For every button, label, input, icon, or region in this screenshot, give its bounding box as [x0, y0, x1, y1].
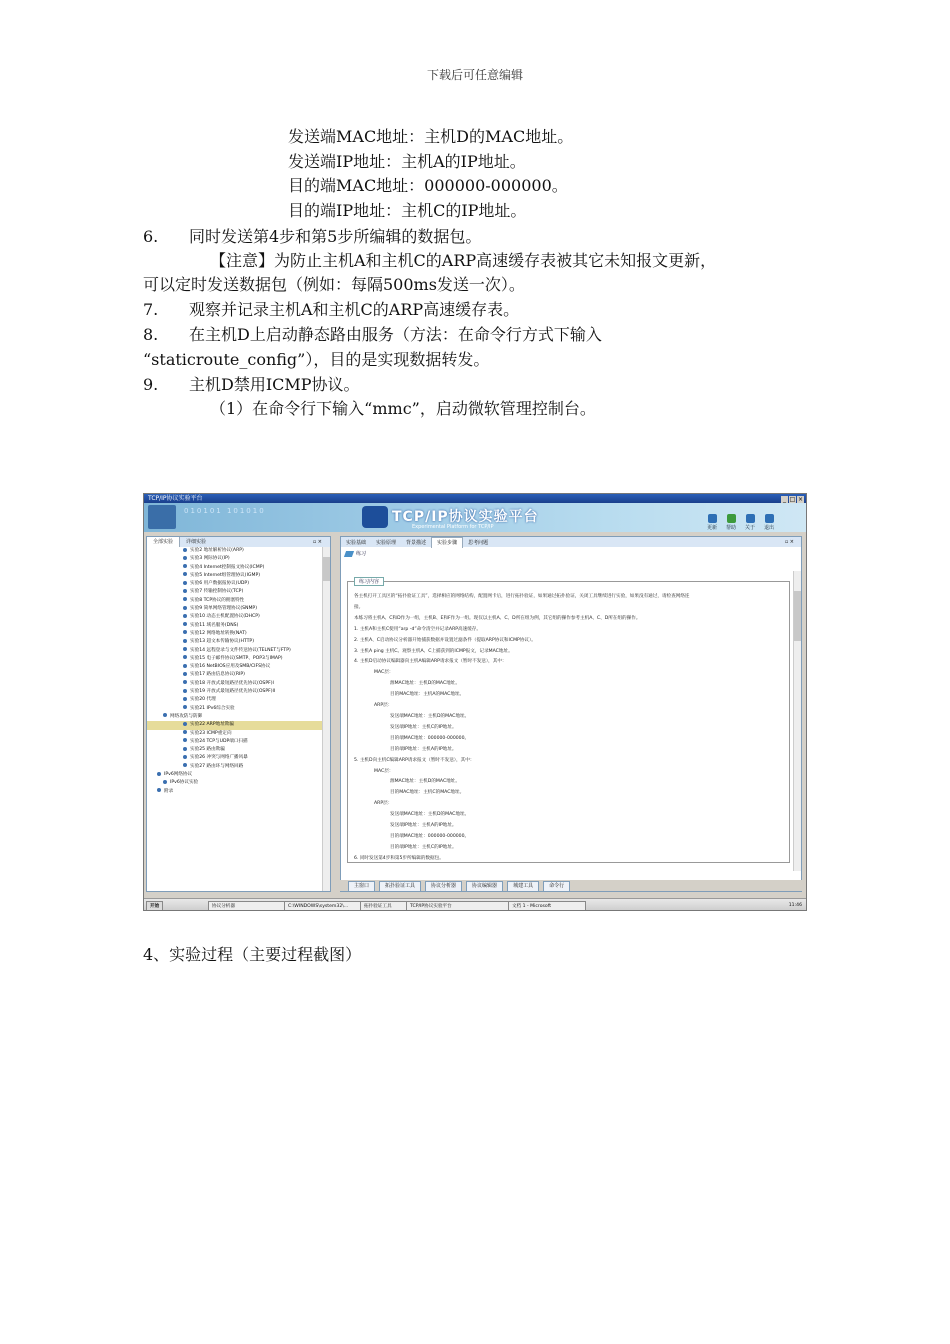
tree-item[interactable]: [147, 638, 323, 646]
content-line: 目的MAC地址：主机C的MAC地址。: [390, 790, 465, 796]
tree-node-icon: [183, 672, 187, 676]
bottom-button[interactable]: 城建工具: [507, 881, 539, 892]
tree-node-icon: [183, 572, 187, 576]
tree-node-icon: [183, 755, 187, 759]
tree-node-icon: [183, 622, 187, 626]
laptop-icon: [148, 505, 176, 529]
body-line: [288, 126, 573, 148]
content-line: 目的端MAC地址：000000-000000。: [390, 833, 470, 839]
body-line: [143, 226, 481, 248]
tree-item-label: 实验18 开放式最短路径优先协议(OSPF)I: [190, 680, 274, 686]
tree-item-label: 实验17 路由信息协议(RIP): [190, 672, 245, 678]
window-titlebar: [144, 494, 806, 503]
tree-item-label: 实验12 网络地址转换(NAT): [190, 630, 247, 636]
clock: 11:46: [788, 903, 802, 908]
taskbar: [144, 898, 806, 911]
body-line: [288, 200, 526, 222]
content-line: 5. 主机D向主机C编辑ARP请求报文（暂时不发送），其中：: [354, 757, 475, 763]
tree-node-icon: [183, 606, 187, 610]
tree-item-label: 实验26 冲突与网络广播风暴: [190, 755, 248, 761]
content-line: 发送端MAC地址：主机D的MAC地址。: [390, 812, 470, 818]
tree-item[interactable]: [147, 721, 323, 729]
content-text: [354, 592, 779, 865]
app-logo-icon: [362, 506, 388, 528]
banner-bits: 010101 101010: [184, 507, 266, 515]
content-label: 练习内容: [354, 577, 384, 586]
tree-item-label: 实验8 TCP协议的拥塞特性: [190, 597, 245, 603]
toolbar: [705, 514, 776, 531]
content-line: 6. 同时发送第4步和第5步所编辑的数据包。: [354, 855, 444, 861]
body-line: [143, 349, 489, 371]
tree-item-label: 实验4 Internet控制报文协议(ICMP): [190, 564, 265, 570]
tree-item[interactable]: [147, 630, 323, 638]
tree-item[interactable]: [147, 647, 323, 655]
tab[interactable]: 实验步骤: [431, 537, 463, 548]
step-number: 6.: [143, 227, 159, 246]
banner-title: TCP/IP协议实验平台: [392, 509, 539, 525]
tree-node-icon: [183, 689, 187, 693]
tree-node-icon: [183, 614, 187, 618]
tree-item[interactable]: [147, 622, 323, 630]
tree-item-label: 实验20 代理: [190, 697, 216, 703]
tree-node-icon: [183, 639, 187, 643]
tree-item[interactable]: [147, 730, 323, 738]
tree-item[interactable]: [147, 572, 323, 580]
section-heading: 4、实验过程（主要过程截图）: [143, 945, 362, 964]
guide-label: [345, 550, 366, 557]
toolbar-button[interactable]: [705, 514, 719, 531]
pin-close-icon[interactable]: ▫ ×: [312, 539, 322, 545]
maximize-icon[interactable]: □: [789, 496, 796, 503]
toolbar-button[interactable]: [724, 514, 738, 531]
tree-item-label: 实验11 域名服务(DNS): [190, 622, 239, 628]
tree-item-label: 实验22 ARP地址欺骗: [190, 722, 234, 728]
bottom-button[interactable]: 命令行: [543, 881, 570, 892]
tab[interactable]: 思考问题: [468, 540, 489, 546]
tree-node-icon: [183, 655, 187, 659]
toolbar-icon: [746, 514, 755, 523]
toolbar-icon: [727, 514, 736, 523]
tree-item-label: 实验15 电子邮件协议(SMTP、POP3与IMAP): [190, 655, 283, 661]
tree-node-icon: [183, 680, 187, 684]
content-line: 源MAC地址：主机D的MAC地址。: [390, 681, 460, 687]
tree-node-icon: [157, 772, 161, 776]
tab[interactable]: 实验基础: [346, 540, 367, 546]
left-tabs: [147, 537, 330, 547]
content-line: 各主机打开工具区的“拓扑验证工具”，选择相应的网络结构，配置网卡后，进行拓扑验证，如果通过拓扑验证，关闭工具继续进行实验，如果没有通过，请检查网络连: [354, 594, 690, 599]
tree-node-icon: [183, 647, 187, 651]
tree-node-icon: [183, 763, 187, 767]
line-text: 主机D禁用ICMP协议。: [189, 375, 360, 394]
tree-node-icon: [183, 747, 187, 751]
body-line: [210, 250, 716, 272]
toolbar-label: 关于: [744, 525, 755, 531]
tree-item[interactable]: [147, 547, 323, 555]
tree-item-label: 实验2 地址解析协议(ARP): [190, 548, 244, 553]
right-scrollbar[interactable]: [793, 571, 801, 871]
tree-item-label: 实验21 IPv6综合实验: [190, 705, 235, 711]
tree-node-icon: [157, 788, 161, 792]
tab[interactable]: 背景描述: [406, 540, 427, 546]
pin-close-icon[interactable]: ▫ ×: [784, 539, 794, 545]
line-text: 【注意】为防止主机A和主机C的ARP高速缓存表被其它未知报文更新，: [210, 251, 717, 270]
content-line: 4. 主机D启动协议编辑器向主机A编辑ARP请求报文（暂时不发送），其中：: [354, 659, 507, 665]
tree-item-label: 实验9 简单网络管理协议(SNMP): [190, 606, 257, 612]
tree-item-label: 实验7 传输控制协议(TCP): [190, 589, 244, 595]
tree-item[interactable]: [147, 696, 323, 704]
tree-item[interactable]: [147, 588, 323, 596]
tree-item-label: 实验13 超文本传输协议(HTTP): [190, 639, 254, 645]
tree-item-label: 实验16 NetBIOS应用及SMB/CIFS协议: [190, 664, 271, 670]
step-number: 7.: [143, 300, 159, 319]
tree-node-icon: [183, 556, 187, 560]
left-scrollbar[interactable]: [322, 547, 330, 891]
content-box: [347, 581, 790, 863]
tree-item[interactable]: [147, 688, 323, 696]
tree-item-label: 实验25 路由欺骗: [190, 747, 225, 753]
tree-item-label: 实验3 网际协议(IP): [190, 556, 230, 562]
bottom-button[interactable]: 拓扑验证工具: [379, 881, 421, 892]
tree-item[interactable]: [147, 771, 323, 779]
tree-item-label: 实验5 Internet组管理协议(IGMP): [190, 572, 261, 578]
toolbar-button[interactable]: [762, 514, 776, 531]
line-text: （1）在命令行下输入“mmc”，启动微软管理控制台。: [210, 399, 596, 418]
toolbar-label: 更新: [706, 525, 717, 531]
content-line: 源MAC地址：主机D的MAC地址。: [390, 779, 460, 785]
tree-item-label: 实验23 ICMP重定向: [190, 730, 232, 736]
step-number: 8.: [143, 325, 159, 344]
content-line: 目的MAC地址：主机A的MAC地址。: [390, 692, 465, 698]
bottom-button[interactable]: 主窗口: [348, 881, 375, 892]
tree-node-icon: [183, 697, 187, 701]
tree-item[interactable]: [147, 713, 323, 721]
tree-item[interactable]: [147, 754, 323, 762]
tree-item-label: IPv6网络协议: [164, 772, 193, 778]
body-line: [288, 151, 526, 173]
body-line: [288, 175, 568, 197]
content-line: 目的端MAC地址：000000-000000。: [390, 735, 470, 741]
tree-node-icon: [183, 589, 187, 593]
tree-item-label: 实验24 TCP与UDP端口扫描: [190, 738, 248, 744]
bottom-button[interactable]: 协议分析器: [425, 881, 462, 892]
close-icon[interactable]: ×: [797, 496, 804, 503]
line-text: 在主机D上启动静态路由服务（方法：在命令行方式下输入: [189, 325, 602, 344]
tree-item[interactable]: [147, 564, 323, 572]
tree-item-label: 实验10 动态主机配置协议(DHCP): [190, 614, 260, 620]
content-line: 1. 主机A和主机C使用“arp -d”命令清空并记录ARP高速缓存。: [354, 626, 481, 632]
toolbar-icon: [708, 514, 717, 523]
tree-item-label: 实验27 路由环与网络回路: [190, 763, 244, 769]
tree-node-icon: [183, 722, 187, 726]
content-line: ARP层：: [374, 703, 393, 709]
tab[interactable]: 全部实验: [147, 537, 180, 547]
line-text: 观察并记录主机A和主机C的ARP高速缓存表。: [189, 300, 520, 319]
content-line: 2. 主机A、C启动协议分析器开始捕获数据并设置过滤条件（提取ARP协议和ICMP协议）。: [354, 637, 536, 643]
content-line: 接。: [354, 604, 364, 610]
tree-node-icon: [183, 630, 187, 634]
minimize-icon[interactable]: _: [783, 496, 786, 503]
tree-item[interactable]: [147, 613, 323, 621]
content-line: 发送端IP地址：主机A的IP地址。: [390, 823, 457, 829]
tree-item[interactable]: [147, 597, 323, 605]
body-line: [143, 324, 602, 346]
tree-node-icon: [183, 548, 187, 552]
tab[interactable]: 详细实验: [186, 539, 207, 545]
toolbar-button[interactable]: [743, 514, 757, 531]
line-text: 目的端MAC地址：000000-000000。: [288, 176, 568, 195]
tree-item[interactable]: [147, 680, 323, 688]
tree-item[interactable]: [147, 555, 323, 563]
embedded-screenshot: [143, 493, 807, 911]
tree-item[interactable]: [147, 671, 323, 679]
window-title: TCP/IP协议实验平台: [148, 495, 203, 502]
toolbar-label: 帮助: [725, 525, 736, 531]
start-button[interactable]: 开始: [146, 901, 163, 911]
tree-item-label: 网络攻防与防御: [170, 713, 203, 719]
content-line: MAC层：: [374, 670, 394, 676]
tree-item[interactable]: [147, 763, 323, 771]
line-text: “staticroute_config”），目的是实现数据转发。: [143, 350, 490, 369]
body-line: [210, 398, 596, 420]
bottom-button[interactable]: 协议编辑器: [466, 881, 503, 892]
tree-node-icon: [183, 664, 187, 668]
page-header: 下载后可任意编辑: [426, 68, 523, 82]
content-line: 本练习将主机A、C和D作为一组，主机B、E和F作为一组。现仅以主机A、C、D所在组为例，其它组的操作参考主机A、C、D所在组的操作。: [354, 615, 641, 621]
body-line: [143, 274, 525, 296]
tree-node-icon: [183, 564, 187, 568]
tree-item[interactable]: [147, 655, 323, 663]
taskbar-item[interactable]: TCP/IP协议实验平台: [406, 901, 510, 911]
line-text: 发送端IP地址：主机A的IP地址。: [288, 152, 526, 171]
taskbar-item[interactable]: 协议分析器: [208, 901, 286, 911]
line-text: 可以定时发送数据包（例如：每隔500ms发送一次）。: [143, 275, 525, 294]
taskbar-item[interactable]: C:\WINDOWS\system32\...: [284, 901, 362, 911]
content-line: 3. 主机A ping 主机C。观察主机A、C上捕获到的ICMP报文，记录MAC地址。: [354, 648, 513, 654]
tree-item-label: 实验6 用户数据报协议(UDP): [190, 581, 249, 587]
tree-node-icon: [163, 780, 167, 784]
app-banner: [144, 503, 806, 532]
tree-node-icon: [183, 581, 187, 585]
step-number: 9.: [143, 375, 159, 394]
diamond-icon: [344, 551, 354, 557]
tree-node-icon: [183, 730, 187, 734]
tree-item[interactable]: [147, 605, 323, 613]
content-line: 目的端IP地址：主机C的IP地址。: [390, 844, 457, 850]
tree-item-label: 实验14 远程登录与文件传送协议(TELNET与FTP): [190, 647, 291, 653]
tree-item[interactable]: [147, 738, 323, 746]
line-text: 同时发送第4步和第5步所编辑的数据包。: [189, 227, 482, 246]
content-line: 目的端IP地址：主机A的IP地址。: [390, 746, 457, 752]
guide-text: 练习: [356, 551, 367, 557]
tree-item[interactable]: [147, 746, 323, 754]
tree-item[interactable]: [147, 580, 323, 588]
left-panel: [146, 536, 331, 892]
tree-item-label: 附录: [164, 788, 174, 794]
tree-item[interactable]: [147, 788, 323, 796]
right-tabs: [341, 537, 801, 547]
right-panel: [340, 536, 802, 892]
tree-item-label: IPv6协议实验: [170, 780, 199, 786]
content-line: MAC层：: [374, 768, 394, 774]
content-line: 发送端IP地址：主机C的IP地址。: [390, 724, 457, 730]
tree-node-icon: [183, 705, 187, 709]
body-line: [143, 374, 360, 396]
tree-item[interactable]: [147, 663, 323, 671]
toolbar-label: 退出: [763, 525, 774, 531]
taskbar-item[interactable]: 文档 1 - Microsoft: [508, 901, 586, 911]
tree-node-icon: [163, 713, 167, 717]
bottom-button-bar: [340, 880, 802, 891]
content-line: ARP层：: [374, 801, 393, 807]
taskbar-item[interactable]: 拓扑验证工具: [360, 901, 412, 911]
tree-node-icon: [183, 738, 187, 742]
line-text: 发送端MAC地址：主机D的MAC地址。: [288, 127, 574, 146]
tree-item-label: 实验19 开放式最短路径优先协议(OSPF)II: [190, 689, 276, 695]
body-line: [143, 299, 519, 321]
tree-item[interactable]: [147, 705, 323, 713]
content-line: 发送端MAC地址：主机D的MAC地址。: [390, 713, 470, 719]
banner-subtitle: Experimental Platform for TCP/IP: [412, 524, 494, 530]
tree-node-icon: [183, 597, 187, 601]
tab[interactable]: 实验原理: [376, 540, 397, 546]
line-text: 目的端IP地址：主机C的IP地址。: [288, 201, 527, 220]
toolbar-icon: [765, 514, 774, 523]
experiment-tree: [147, 547, 323, 891]
tree-item[interactable]: [147, 779, 323, 787]
